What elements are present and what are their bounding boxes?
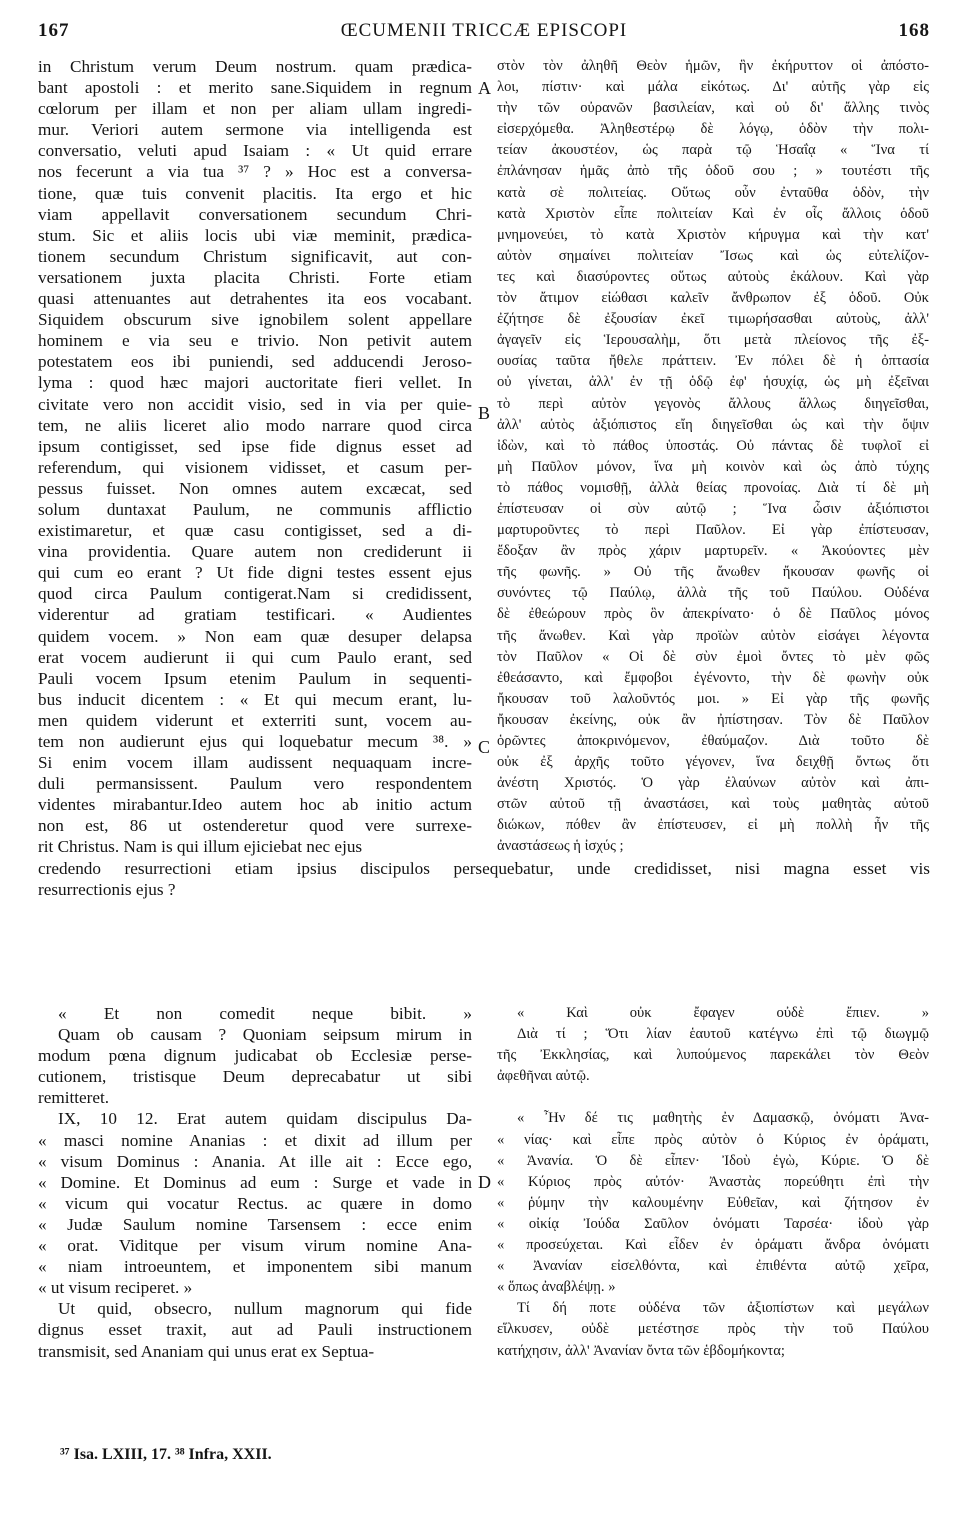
text-line: ουσίας ταῦτα ἤθελε πράττειν. Ἐν πόλει δὲ ἡ ὀπτασία — [497, 353, 929, 370]
text-line: « visum Dominus : Anania. At ille ait : Ecce ego, — [38, 1151, 472, 1171]
latin-column-top — [38, 56, 472, 858]
text-line: mur. Veriori autem sermone via intelligenda est — [38, 120, 472, 140]
text-line: bant apostoli : et merito sane.Siquidem in regnum — [38, 78, 472, 98]
text-line: ἀναστάσεως ἡ ἰσχύς ; — [497, 838, 624, 855]
text-line: tione, quæ tuis convenit placitis. Ita ergo et hic — [38, 183, 472, 203]
text-line: ἀγαγεῖν εἰς Ἱερουσαλὴμ, ὅτι μετὰ πλείονος τῆς ἐξ- — [497, 332, 929, 349]
text-line: « Domine. Et Dominus ad eum : Surge et vade in — [38, 1172, 472, 1192]
text-line: εἰσερχόμεθα. Ἀληθεστέρῳ δὲ λόγῳ, ὁδὸν τὴν πολι- — [497, 121, 929, 138]
footnotes: ³⁷ Isa. LXIII, 17. ³⁸ Infra, XXII. — [60, 1446, 272, 1463]
text-line: vina providentia. Quare autem non crediderunt ii — [38, 542, 472, 562]
text-line: τείαν ἀκουστέον, ὡς παρὰ τῷ Ἡσαΐᾳ « Ἵνα τί — [497, 142, 929, 159]
text-line: στῶν αὐτοῦ τῇ ἀναστάσει, καὶ τοὺς μαθητὰς αὐτοῦ — [497, 796, 929, 813]
text-line: « νίας· καὶ εἶπε πρὸς αὐτὸν ὁ Κύριος ἐν ὁράματι, — [497, 1131, 929, 1148]
text-line: modum pœna dignum judicabat ob Ecclesiæ perse- — [38, 1046, 472, 1066]
text-line: τῆς Ἐκκλησίας, καὶ λυπούμενος παρεκάλει τὸν Θεὸν — [497, 1047, 929, 1064]
margin-marker-d: D — [478, 1172, 491, 1192]
text-line: μνημονεύει, τὸ κατὰ Χριστὸν κήρυγμα καὶ τὴν κατ' — [497, 226, 929, 243]
text-line: stum. Sic et aliis locis ubi viæ meminit, prædica- — [38, 225, 472, 245]
text-line: bus inducit dicentem : « Et qui mecum erant, lu- — [38, 689, 472, 709]
text-line: « Ἦν δέ τις μαθητὴς ἐν Δαμασκῷ, ὀνόματι Ἀνα- — [517, 1110, 929, 1127]
text-line: « vicum qui vocatur Rectus. ac quære in domo — [38, 1193, 472, 1213]
text-line: « Καὶ οὐκ ἔφαγεν οὐδὲ ἔπιεν. » — [517, 1005, 929, 1021]
text-line: μαρτυροῦντες τὸ περὶ Παῦλον. Εἰ γὰρ ἐπίστευσαν, — [497, 522, 929, 539]
text-line: tem non audierunt ejus qui loquebatur mecum ³⁸. » — [38, 732, 472, 751]
text-line: « ut visum reciperet. » — [38, 1278, 193, 1298]
text-line: quod circa Paulum contigerat.Nam si credidissent, — [38, 584, 472, 604]
text-line: διώκων, πόθεν ἂν ἐπίστευσεν, εἰ μὴ πολλὴ ἦν τῆς — [497, 817, 929, 834]
text-line: Quam ob causam ? Quoniam seipsum mirum in — [58, 1025, 472, 1045]
text-line: viam appellavit conversationem secundum Chri- — [38, 204, 472, 224]
text-line: viderentur ad gratiam testificari. « Audientes — [38, 605, 472, 625]
text-line: dignus esset traxit, aut ad Pauli instructionem — [38, 1320, 472, 1340]
text-line: τὸν ἄτιμον εἰώθασι καλεῖν ἄνθρωπον ἐξ ὁδοῦ. Οὐκ — [497, 290, 929, 307]
full-width-text — [38, 858, 930, 900]
text-line: « Κύριος πρὸς αὐτόν· Ἀναστὰς πορεύθητι ἐπὶ τὴν — [497, 1173, 929, 1190]
text-line: men quidem viderunt et exterriti sunt, vocem au- — [38, 710, 472, 730]
text-line: κατὰ σὲ πολιτείας. Οὕτως οὖν ἐνταῦθα ὁδὸν, τὴν — [497, 184, 929, 201]
text-line: αὐτὸν σημαίνει πολιτείαν Ἴσως καὶ ὡς εὐτελίζον- — [497, 247, 929, 264]
text-line: versationem juxta placita Christi. Forte etiam — [38, 267, 472, 287]
latin-column-bottom — [38, 1003, 472, 1362]
text-line: ipsum contigisset, sed ipse fide dignus esset ad — [38, 436, 472, 456]
text-line: τες καὶ διασύροντες οὕτως αὐτοὺς ἐκάλουν. Καὶ γὰρ — [497, 268, 929, 285]
text-line: ἐπλάνησαν ἡμᾶς ἀπὸ τῆς ὁδοῦ σου ; » τουτέστι τῆς — [497, 163, 929, 180]
text-line: « οἰκίᾳ Ἰούδα Σαῦλον ὀνόματι Ταρσέα· ἰδοὺ γὰρ — [497, 1215, 929, 1232]
text-line: solum duntaxat Paulum, ne communis afflictio — [38, 499, 472, 519]
text-line: τῆς φωνῆς. » Οὐ τῆς ἄνωθεν ἤκουσαν φωνῆς οἱ — [497, 564, 929, 581]
text-line: « ὅπως ἀναβλέψῃ. » — [497, 1279, 616, 1296]
right-page-number: 168 — [898, 20, 930, 41]
text-line: στὸν τὸν ἀληθῆ Θεὸν ἡμῶν, ἣν ἐκήρυττον οἱ ἀπόστο- — [497, 58, 929, 74]
text-line: ἔδοξαν ἂν πρὸς χάριν μαρτυρεῖν. « Ἀκούοντες μὲν — [497, 543, 929, 560]
text-line: μὴ Παῦλον μόνον, ἵνα μὴ κοινὸν καὶ ὡς ἀπὸ τύχης — [497, 458, 929, 475]
text-line: ἐθεάσαντο, καὶ ἔμφοβοι ἐγένοντο, τὴν δὲ φωνὴν οὐκ — [497, 669, 929, 686]
text-line: Pauli vocem Ipsum etenim Paulum in sequenti- — [38, 668, 472, 688]
text-line: Διὰ τί ; Ὅτι λίαν ἑαυτοῦ κατέγνω ἐπὶ τῷ διωγμῷ — [517, 1026, 929, 1043]
text-line: τὸ πάθος νομισθῇ, ἀλλὰ θείας προνοίας. Διὰ τί δὲ μὴ — [497, 479, 929, 496]
text-line: quidem vocem. » Non eam quæ desuper delapsa — [38, 626, 472, 646]
text-line: ἀνέστη Χριστός. Ὁ γὰρ ἐλαύνων αὐτὸν καὶ ἀπι- — [497, 775, 929, 792]
text-line: κατὰ Χριστὸν εἶπε πολιτείαν Καὶ ἐν οἷς ἄλλοις ὁδοῦ — [497, 205, 929, 222]
margin-marker-a: A — [478, 78, 491, 98]
text-line: transmisit, sed Ananiam qui unus erat ex Septua- — [38, 1341, 375, 1361]
text-line: cutionem, tristisque Deum deprecabatur ut sibi — [38, 1067, 472, 1087]
text-line: in Christum verum Deum nostrum. quam prædica- — [38, 57, 472, 76]
text-line: ἐπίστευσαν οἱ σὺν αὐτῷ ; Ἵνα ὦσιν ἀξιόπιστοι — [497, 500, 929, 517]
text-line: remitteret. — [38, 1088, 110, 1108]
text-line: εἵλκυσεν, οὐδὲ μετέστησε πρὸς τὴν τοῦ Παύλου — [497, 1321, 929, 1338]
page-header — [38, 20, 930, 50]
text-line: videntes mirabantur.Ideo autem hoc ab initio actum — [38, 795, 472, 815]
text-line: tem, ne aliis liceret alio modo narrare quod circa — [38, 415, 472, 435]
text-line: credendo resurrectioni etiam ipsius discipulos persequebatur, unde credidisset, nisi magna esset vis — [38, 859, 930, 878]
text-line: ἰδὼν, καὶ τὸ πάθος ὑποστάς. Οὐ πάντας δὲ τυφλοῖ εἰ — [497, 437, 929, 454]
text-line: duli permansissent. Paulum vero respondentem — [38, 774, 472, 794]
text-line: civitate vero non accidit visio, sed in via per quie- — [38, 394, 472, 414]
text-line: λοι, πίστιν· καὶ μάλα εἰκότως. Δι' αὐτῆς γὰρ εἰς — [497, 79, 929, 96]
text-line: δὲ ἐθεώρουν πρὸς ὃν ἀπεκρίνατο· ὁ δὲ Παῦλος μόνος — [497, 606, 929, 623]
text-line: « niam introeuntem, et imponentem sibi manum — [38, 1257, 472, 1277]
text-line: « Ἀνανίαν εἰσελθόντα, καὶ ἐπιθέντα αὐτῷ χεῖρα, — [497, 1258, 929, 1275]
text-line: « Judæ Saulum nomine Tarsensem : ecce enim — [38, 1214, 472, 1234]
text-line: οὐκ ἐξ ἀρχῆς τοῦτο γέγονεν, ἵνα δειχθῇ ὄντως ὅτι — [497, 754, 929, 771]
text-line: « Et non comedit neque bibit. » — [58, 1004, 472, 1023]
text-line: qui cum eo erant ? Ut fide digni testes essent ejus — [38, 563, 472, 583]
text-line: pessus fuisset. Non omnes autem excæcat, sed — [38, 478, 472, 498]
text-line: τῆς ἄνωθεν. Καὶ γὰρ προϊὼν αὐτὸν εἰσάγει λέγοντα — [497, 627, 929, 644]
text-line: potestatem eos ibi puniendi, sed adducendi Jeroso- — [38, 352, 472, 372]
greek-column-bottom — [497, 1003, 929, 1362]
text-line: Τί δή ποτε οὐδένα τῶν ἀξιοπίστων καὶ μεγάλων — [517, 1300, 929, 1317]
text-line: hominem e via seu e trivio. Non petivit autem — [38, 331, 472, 351]
greek-column-top — [497, 56, 929, 858]
text-line: Si enim vocem illam audissent nequaquam incre- — [38, 753, 472, 773]
text-line: ἐζήτησε δὲ ἐξουσίαν ἐκεῖ τιμωρήσασθαι αὐτοὺς, ἀλλ' — [497, 311, 929, 328]
text-line: referendum, qui visionem vidisset, et casum per- — [38, 457, 472, 477]
text-line: ἀφεθῆναι αὐτῷ. — [497, 1068, 590, 1085]
text-line: Ut quid, obsecro, nullum magnorum qui fide — [58, 1299, 472, 1319]
text-line: nos fecerunt a via tua ³⁷ ? » Hoc est a conversa- — [38, 162, 472, 182]
text-line: ἤκουσαν τοῦ λαλοῦντός μοι. » Εἰ γὰρ τῆς φωνῆς — [497, 690, 929, 707]
text-line: existimaretur, et quæ casu contigisset, sed a di- — [38, 521, 472, 541]
text-line: ὁρῶντες ἀποκρινόμενον, ἐθαύμαζον. Διὰ τοῦτο δὲ — [497, 733, 929, 749]
text-line: τὸν Παῦλον « Οἱ δὲ σὺν ἐμοὶ ὄντες τὸ μὲν φῶς — [497, 648, 929, 665]
text-line: ἀλλ' αὐτὸς ἀξιόπιστος εἴη διηγεῖσθαι ὡς καὶ τὴν ὄψιν — [497, 416, 929, 433]
text-line: ἤκουσαν ἐκείνης, οὐκ ἂν ἠπίστησαν. Τὸν δὲ Παῦλον — [497, 711, 929, 728]
text-line: cœlorum per illam et non per aliam ullam ingredi- — [38, 99, 472, 119]
text-line: erat vocem audierunt ii qui cum Paulo erant, sed — [38, 647, 472, 667]
text-line: τὴν τῶν οὐρανῶν βασιλείαν, καὶ οὐ δι' ἄλλης τινὸς — [497, 100, 929, 117]
running-title: ŒCUMENII TRICCÆ EPISCOPI — [340, 20, 628, 41]
text-line: conversatio, veluti apud Isaiam : « Ut quid errare — [38, 141, 472, 161]
text-line: οὐ γίνεται, ἀλλ' ἐν τῇ ὁδῷ ἐφ' ἡσυχίᾳ, ὡς μὴ ἐξεῖναι — [497, 374, 929, 391]
text-line: non est, 86 ut ostenderetur quod vere surrexe- — [38, 816, 472, 836]
text-line: « orat. Viditque per visum virum nomine Ana- — [38, 1236, 472, 1256]
margin-marker-c: C — [478, 737, 491, 757]
text-line: συνόντες τῷ Παύλῳ, ἀλλὰ τῆς τοῦ Παύλου. Οὐδένα — [497, 585, 929, 602]
text-line: IX, 10 12. Erat autem quidam discipulus Da- — [58, 1109, 472, 1129]
text-line: « masci nomine Ananias : et dixit ad illum per — [38, 1130, 472, 1150]
text-line: « Ἀνανία. Ὁ δὲ εἶπεν· Ἰδοὺ ἐγὼ, Κύριε. Ὁ δὲ — [497, 1152, 929, 1169]
text-line: quasi attenuantes aut detrahentes ita eos vocabant. — [38, 289, 472, 309]
text-line: lyma : quod hæc majori auctoritate fieri vellet. In — [38, 373, 472, 393]
margin-marker-b: B — [478, 403, 491, 423]
text-line: « ῥύμην τὴν καλουμένην Εὐθεῖαν, καὶ ζήτησον ἐν — [497, 1194, 929, 1211]
text-line: κατήχησιν, ἀλλ' Ἀνανίαν ὄντα τῶν ἑβδομήκοντα; — [497, 1342, 785, 1359]
text-line — [497, 1087, 929, 1108]
text-line: tionem secundum Christum significavit, aut con- — [38, 246, 472, 266]
text-line: τὸ περὶ αὐτὸν γεγονὸς ἄλλους ἄλλως διηγεῖσθαι, — [497, 395, 929, 412]
text-line: resurrectionis ejus ? — [38, 880, 176, 900]
text-line: « προσεύχεται. Καὶ εἶδεν ἐν ὁράματι ἄνδρα ὀνόματι — [497, 1237, 929, 1254]
text-line: rit Christus. Nam is qui illum ejiciebat nec ejus — [38, 837, 363, 857]
text-line: Siquidem obscurum sive ignobilem solent appellare — [38, 310, 472, 330]
left-page-number: 167 — [38, 20, 70, 41]
